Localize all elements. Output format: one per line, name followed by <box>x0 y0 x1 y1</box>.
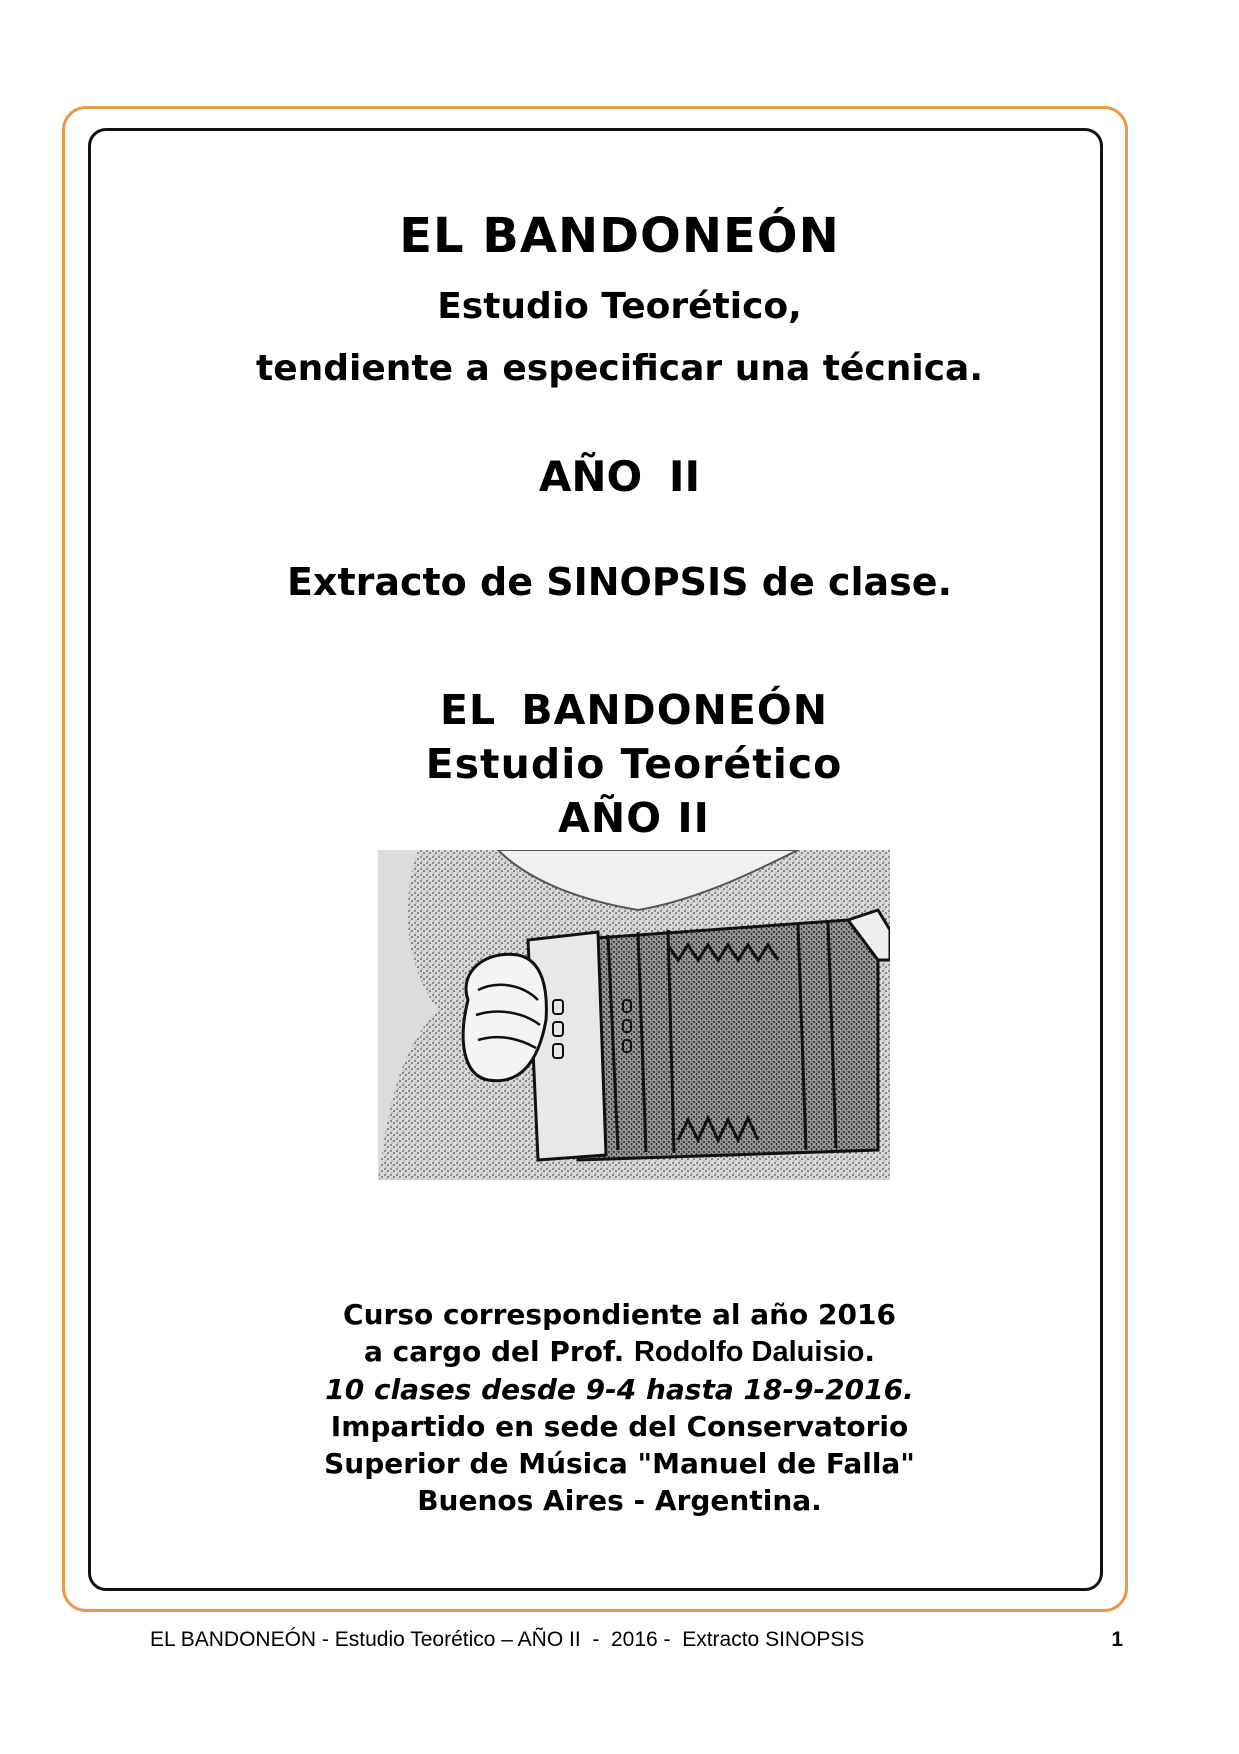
location: Buenos Aires - Argentina. <box>417 1484 822 1517</box>
course-year: AÑO II <box>538 452 701 501</box>
cover-image-caption <box>378 672 890 850</box>
professor-line <box>0 1333 1239 1371</box>
document-title: EL BANDONEÓN <box>399 208 840 264</box>
bandoneon-player-illustration <box>378 850 890 1180</box>
subtitle-line-1: Estudio Teorético, <box>437 286 802 327</box>
extract-label: Extracto de SINOPSIS de clase. <box>286 560 953 604</box>
course-line: Curso correspondiente al año 2016 <box>343 1298 896 1331</box>
subtitle-line-2: tendiente a especificar una técnica. <box>255 348 984 389</box>
course-credits <box>0 1296 1239 1519</box>
page-number: 1 <box>1111 1628 1123 1651</box>
professor-name: Rodolfo Daluisio <box>633 1336 865 1368</box>
course-dates: 10 clases desde 9-4 hasta 18-9-2016. <box>325 1373 914 1406</box>
cover-image-line-2: Estudio Teorético <box>425 740 843 788</box>
venue-line-1: Impartido en sede del Conservatorio <box>330 1410 909 1443</box>
page-footer: EL BANDONEÓN - Estudio Teorético – AÑO II - 2016 - Extracto SINOPSIS <box>150 1628 865 1651</box>
cover-image-line-1: EL BANDONEÓN <box>439 686 829 734</box>
cover-image-line-3: AÑO II <box>558 794 710 842</box>
professor-prefix: a cargo del Prof. <box>364 1335 634 1368</box>
venue-line-2: Superior de Música "Manuel de Falla" <box>324 1447 915 1480</box>
cover-image <box>378 672 890 1180</box>
professor-suffix: . <box>864 1335 875 1368</box>
